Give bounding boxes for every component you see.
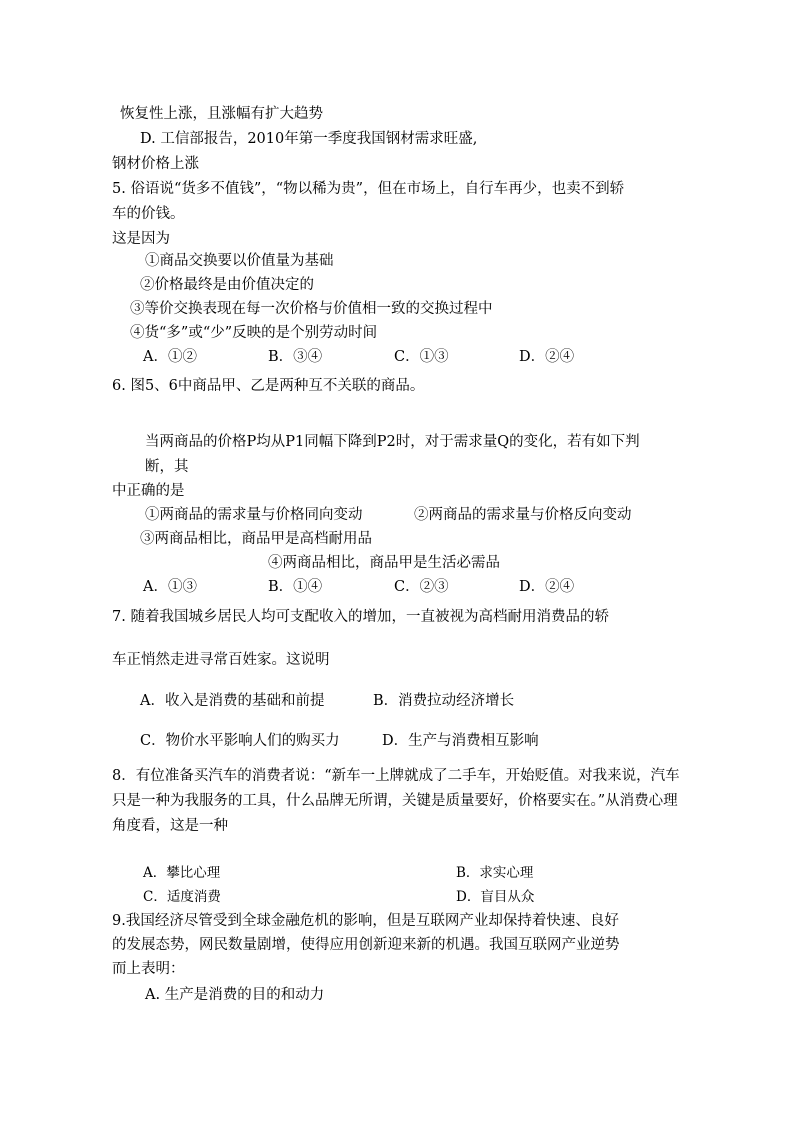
statement-4: ④货“多”或“少”反映的是个别劳动时间 xyxy=(130,325,378,341)
statement-3: ③两商品相比，商品甲是高档耐用品 xyxy=(140,531,372,547)
text-line: 断，其 xyxy=(145,459,189,475)
q6-option-d: D．②④ xyxy=(519,579,575,595)
q5-option-d: D．②④ xyxy=(519,349,575,365)
q7-option-b: B．消费拉动经济增长 xyxy=(373,693,515,709)
q5-option-a: A．①② xyxy=(143,349,197,365)
statement-1: ①商品交换要以价值量为基础 xyxy=(145,253,334,269)
text-line: 钢材价格上涨 xyxy=(112,156,199,172)
text-line: 而上表明： xyxy=(112,961,185,977)
statement-3: ③等价交换表现在每一次价格与价值相一致的交换过程中 xyxy=(130,301,493,317)
q8-option-b: B．求实心理 xyxy=(456,865,534,881)
q8-option-d: D．盲目从众 xyxy=(456,889,535,905)
question-8-stem: 8．有位准备买汽车的消费者说：“新车一上牌就成了二手车，开始贬值。对我来说，汽车 xyxy=(112,768,680,784)
text-line: 中正确的是 xyxy=(112,483,185,499)
text-line: D. 工信部报告，2010年第一季度我国钢材需求旺盛, xyxy=(140,131,478,147)
q5-option-b: B．③④ xyxy=(268,349,323,365)
text-line: 恢复性上涨，且涨幅有扩大趋势 xyxy=(120,106,323,122)
text-line: 这是因为 xyxy=(112,231,170,247)
question-5-stem: 5. 俗语说“货多不值钱”，“物以稀为贵”，但在市场上，自行车再少，也卖不到轿 xyxy=(112,181,625,197)
q7-option-d: D．生产与消费相互影响 xyxy=(382,733,539,749)
question-9-stem: 9.我国经济尽管受到全球金融危机的影响，但是互联网产业却保持着快速、良好 xyxy=(112,913,619,929)
text-line: 车正悄然走进寻常百姓家。这说明 xyxy=(112,652,330,668)
q8-option-c: C．适度消费 xyxy=(143,889,221,905)
statement-4: ④两商品相比，商品甲是生活必需品 xyxy=(268,555,500,571)
q6-option-c: C．②③ xyxy=(394,579,449,595)
q7-option-a: A．收入是消费的基础和前提 xyxy=(140,693,325,709)
q7-option-c: C．物价水平影响人们的购买力 xyxy=(140,733,340,749)
q6-option-b: B．①④ xyxy=(268,579,323,595)
statement-2: ②两商品的需求量与价格反向变动 xyxy=(414,507,632,523)
text-line: 角度看，这是一种 xyxy=(112,818,228,834)
statement-1: ①两商品的需求量与价格同向变动 xyxy=(145,507,363,523)
q5-option-c: C．①③ xyxy=(394,349,449,365)
question-6-stem: 6. 图5、6中商品甲、乙是两种互不关联的商品。 xyxy=(112,378,425,394)
text-line: 车的价钱。 xyxy=(112,206,185,222)
q6-option-a: A．①③ xyxy=(143,579,197,595)
text-line: 只是一种为我服务的工具，什么品牌无所谓，关键是质量要好，价格要实在。”从消费心理 xyxy=(112,793,678,809)
statement-2: ②价格最终是由价值决定的 xyxy=(140,277,314,293)
q9-option-a: A. 生产是消费的目的和动力 xyxy=(145,987,325,1003)
question-7-stem: 7. 随着我国城乡居民人均可支配收入的增加，一直被视为高档耐用消费品的轿 xyxy=(112,609,609,625)
q8-option-a: A．攀比心理 xyxy=(143,865,221,881)
text-line: 当两商品的价格P均从P1同幅下降到P2时，对于需求量Q的变化，若有如下判 xyxy=(145,434,640,450)
text-line: 的发展态势，网民数量剧增，使得应用创新迎来新的机遇。我国互联网产业逆势 xyxy=(112,937,620,953)
